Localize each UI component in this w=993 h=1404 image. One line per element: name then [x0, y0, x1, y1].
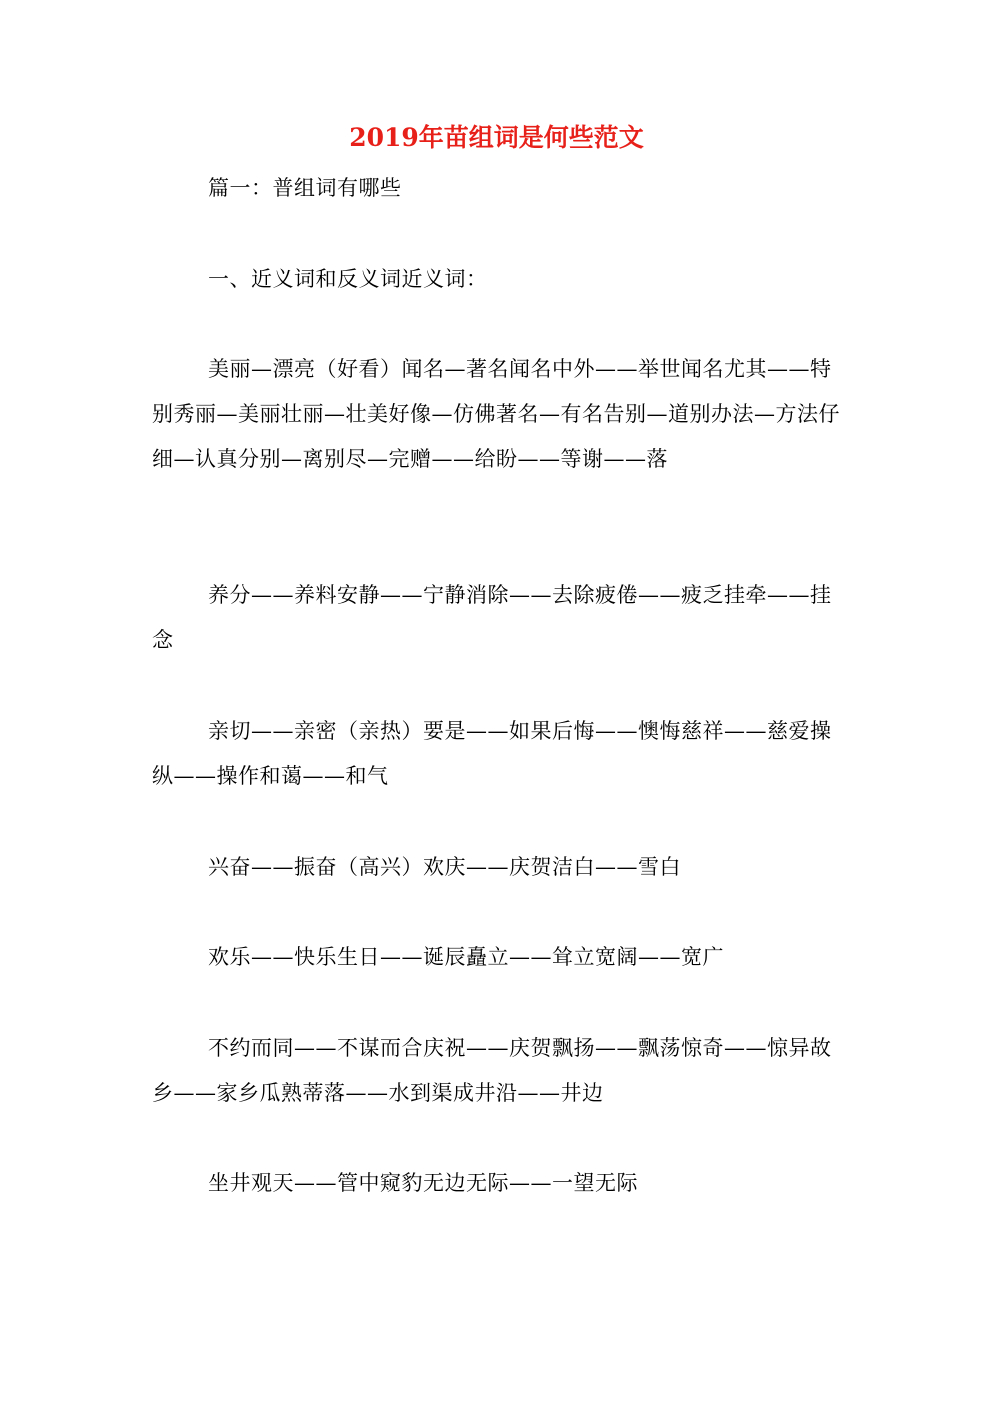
paragraph: 坐井观天——管中窥豹无边无际——一望无际 [208, 1171, 638, 1195]
document-title: 2019年苗组词是何些范文 [349, 123, 644, 152]
paragraph: 不约而同——不谋而合庆祝——庆贺飘扬——飘荡惊奇——惊异故乡——家乡瓜熟蒂落——水到渠成井沿——井边 [152, 1036, 832, 1105]
section-heading: 篇一：普组词有哪些 [208, 176, 402, 200]
paragraph: 养分——养料安静——宁静消除——去除疲倦——疲乏挂牵——挂念 [152, 583, 832, 652]
paragraph: 欢乐——快乐生日——诞辰矗立——耸立宽阔——宽广 [208, 945, 724, 969]
paragraph: 亲切——亲密（亲热）要是——如果后悔——懊悔慈祥——慈爱操纵——操作和蔼——和气 [152, 719, 832, 788]
paragraph: 美丽—漂亮（好看）闻名—著名闻名中外——举世闻名尤其——特别秀丽—美丽壮丽—壮美好像—仿佛著名—有名告别—道别办法—方法仔细—认真分别—离别尽—完赠——给盼——等谢——落 [152, 357, 840, 471]
paragraph: 兴奋——振奋（高兴）欢庆——庆贺洁白——雪白 [208, 855, 681, 879]
subsection-heading: 一、近义词和反义词近义词： [208, 267, 488, 291]
